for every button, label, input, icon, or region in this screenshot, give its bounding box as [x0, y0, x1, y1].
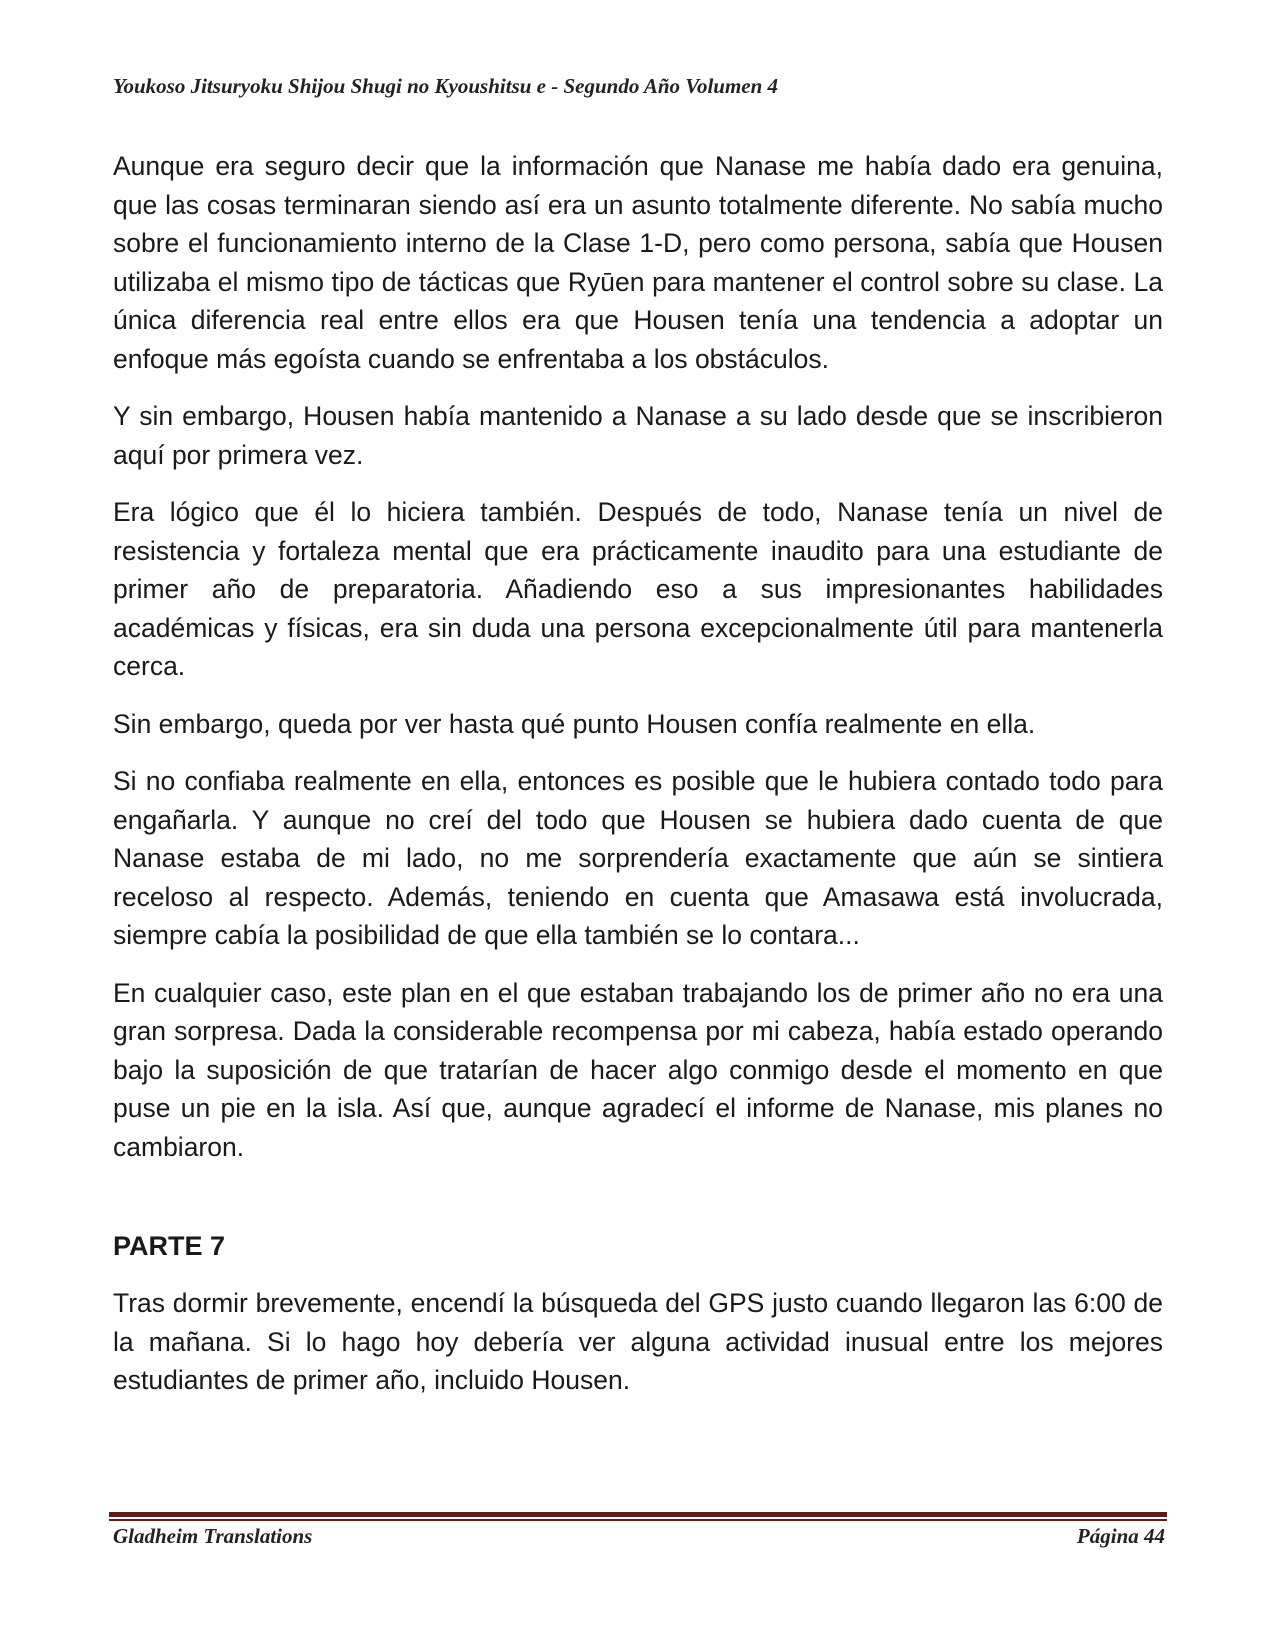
page-number: Página 44 — [1076, 1524, 1165, 1548]
paragraph: Tras dormir brevemente, encendí la búsqueda del GPS justo cuando llegaron las 6:00 de la mañana. Si lo hago hoy debería ver alguna actividad inusual entre los mejores estudiantes de primer año, incluido Housen. — [113, 1288, 1163, 1395]
paragraph: Y sin embargo, Housen había mantenido a Nanase a su lado desde que se inscribieron aquí por primera vez. — [113, 401, 1163, 470]
footer-divider — [109, 1512, 1167, 1521]
page-body — [113, 147, 1163, 1419]
paragraph: Sin embargo, queda por ver hasta qué punto Housen confía realmente en ella. — [113, 708, 1036, 739]
footer-credit: Gladheim Translations — [113, 1524, 313, 1548]
footer-divider-thin-line — [109, 1519, 1167, 1521]
paragraph: En cualquier caso, este plan en el que estaban trabajando los de primer año no era una gran sorpresa. Dada la considerable recompensa por mi cabeza, había estado operando bajo la suposición de que tratarían de hacer algo conmigo desde el momento en que puse un pie en la isla. Así que, aunque agradecí el informe de Nanase, mis planes no cambiaron. — [113, 977, 1163, 1162]
paragraph: Aunque era seguro decir que la información que Nanase me había dado era genuina, que las cosas terminaran siendo así era un asunto totalmente diferente. No sabía mucho sobre el funcionamiento interno de la Clase 1-D, pero como persona, sabía que Housen utilizaba el mismo tipo de tácticas que Ryūen para mantener el control sobre su clase. La única diferencia real entre ellos era que Housen tenía una tendencia a adoptar un enfoque más egoísta cuando se enfrentaba a los obstáculos. — [113, 151, 1163, 374]
running-header: Youkoso Jitsuryoku Shijou Shugi no Kyoushitsu e - Segundo Año Volumen 4 — [113, 74, 779, 98]
paragraph: Si no confiaba realmente en ella, entonces es posible que le hubiera contado todo para engañarla. Y aunque no creí del todo que Housen se hubiera dado cuenta de que Nanase estaba de mi lado, no me sorprendería exactamente que aún se sintiera receloso al respecto. Además, teniendo en cuenta que Amasawa está involucrada, siempre cabía la posibilidad de que ella también se lo contara... — [113, 766, 1163, 950]
footer-divider-thick-line — [109, 1512, 1167, 1517]
paragraph: Era lógico que él lo hiciera también. Después de todo, Nanase tenía un nivel de resistencia y fortaleza mental que era prácticamente inaudito para una estudiante de primer año de preparatoria. Añadiendo eso a sus impresionantes habilidades académicas y físicas, era sin duda una persona excepcionalmente útil para mantenerla cerca. — [113, 497, 1163, 681]
section-heading: PARTE 7 — [113, 1231, 226, 1261]
